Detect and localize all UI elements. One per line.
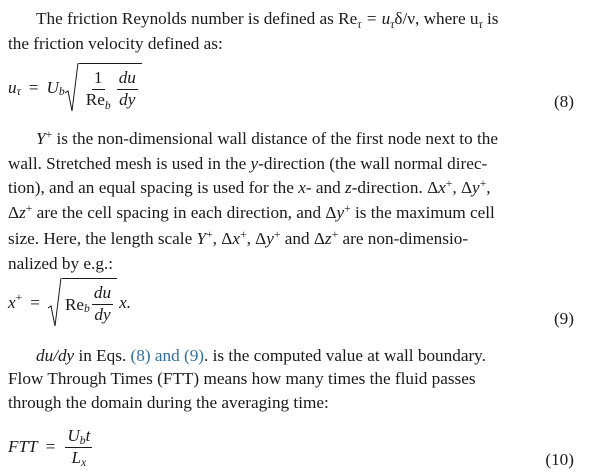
equation-9 xyxy=(8,277,574,329)
numerator: 1 xyxy=(92,69,105,90)
radical-sign-icon xyxy=(48,278,62,328)
equation-number: (10) xyxy=(545,450,574,469)
text-fragment: = u xyxy=(361,9,391,28)
eq-lhs: x xyxy=(8,293,16,312)
equation-number: (8) xyxy=(553,92,574,111)
square-root xyxy=(65,63,142,113)
subscript-tau: τ xyxy=(478,17,483,31)
eq-lhs: u xyxy=(8,78,17,97)
equation-reference-link[interactable]: (8) and (9) xyxy=(130,346,205,365)
fraction xyxy=(84,69,113,110)
text-fragment: . is the computed value at wall boundary. xyxy=(204,346,486,365)
subscript-tau: τ xyxy=(390,17,395,31)
denominator: dy xyxy=(94,305,111,324)
numerator: $U_bt$ xyxy=(67,425,91,448)
fraction xyxy=(65,427,92,468)
numerator: du xyxy=(92,284,113,305)
text-fragment: the friction velocity defined as: xyxy=(8,34,223,54)
fraction-derivative xyxy=(117,69,138,110)
text-fragment: in Eqs. xyxy=(74,346,131,365)
subscript-b: b xyxy=(84,301,90,315)
text-fragment: through the domain during the averaging time: xyxy=(8,392,329,412)
equals-sign: = xyxy=(30,293,40,312)
denominator: $Re_b$ xyxy=(85,90,111,112)
denominator: $L_x$ xyxy=(71,447,87,470)
text-fragment: is xyxy=(482,9,499,28)
radical-sign-icon xyxy=(65,63,79,113)
subscript-tau: τ xyxy=(357,17,362,31)
fraction-derivative xyxy=(92,284,113,325)
text-fragment: The friction Reynolds number is defined as Re xyxy=(36,9,358,28)
superscript-plus: + xyxy=(15,290,23,304)
eq-var-x: x. xyxy=(119,293,131,312)
paper-page xyxy=(8,0,574,475)
text-fragment: δ/ν, where u xyxy=(394,9,479,28)
paragraph-ftt xyxy=(8,344,574,414)
text-fragment: Flow Through Times (FTT) means how many times the fluid passes xyxy=(8,369,476,389)
eq-var-U: U xyxy=(46,78,59,97)
equals-sign: = xyxy=(45,437,56,456)
numerator: du xyxy=(117,69,138,90)
square-root xyxy=(48,278,117,328)
text-fragment: du/dy xyxy=(36,346,75,365)
subscript-b: b xyxy=(58,85,65,99)
equation-number: (9) xyxy=(553,309,574,328)
subscript-tau: τ xyxy=(16,85,21,99)
paragraph-reynolds xyxy=(8,7,574,56)
equation-10 xyxy=(8,422,574,472)
equals-sign: = xyxy=(28,78,39,97)
paragraph-yplus: Y+ is the non-dimensional wall distance of the first node next to the wall. Stretched mesh is used in the y-direction (the wall normal direc- tion), and an equal spacing is used for the x- and z-direction. Δx+, Δy+, Δz+ are the cell spacing in each direction, and Δy+ is the maximum cell size. Here, the length scale Y+, Δx+, Δy+ and Δz+ are non-dimensio- nalized by e.g.: xyxy=(8,128,498,274)
eq-lhs: FTT xyxy=(8,437,38,456)
eq-var-Re: Re xyxy=(64,294,85,314)
denominator: dy xyxy=(119,90,136,109)
equation-8 xyxy=(8,62,574,114)
